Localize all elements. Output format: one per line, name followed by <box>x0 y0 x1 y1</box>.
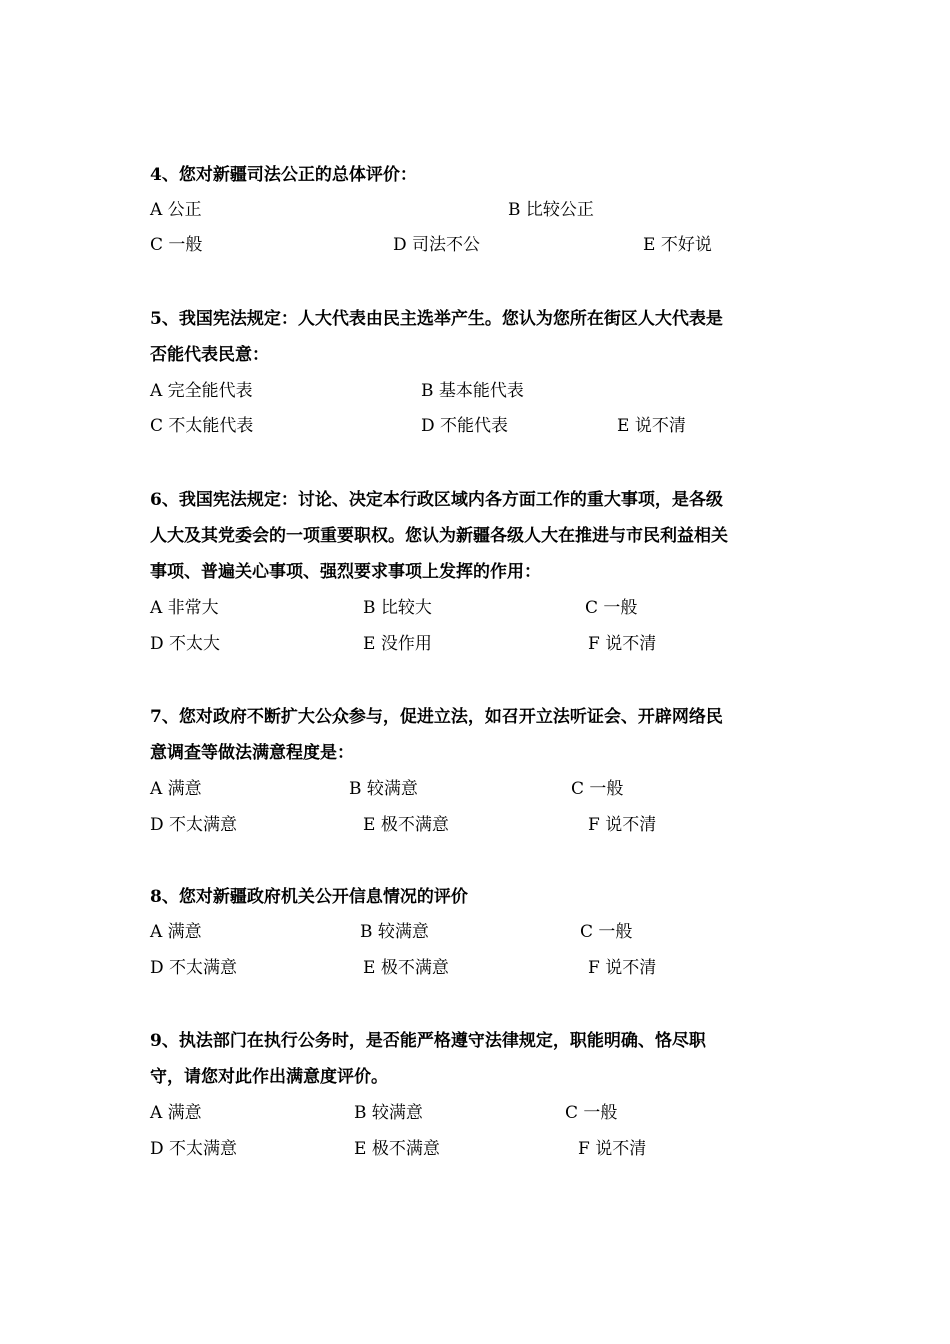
question-6-stem-line-1: 6、我国宪法规定：讨论、决定本行政区域内各方面工作的重大事项，是各级 <box>150 490 723 510</box>
question-6-option-e: E 没作用 <box>363 634 432 654</box>
question-7-option-f: F 说不清 <box>588 815 657 835</box>
question-4-option-a: A 公正 <box>150 200 202 220</box>
question-8-option-b: B 较满意 <box>360 922 429 942</box>
question-6-option-a: A 非常大 <box>150 598 219 618</box>
question-5-stem-line-1: 5、我国宪法规定：人大代表由民主选举产生。您认为您所在街区人大代表是 <box>150 309 723 329</box>
question-6-option-f: F 说不清 <box>588 634 657 654</box>
question-7-option-e: E 极不满意 <box>363 815 449 835</box>
question-5-option-c: C 不太能代表 <box>150 416 254 436</box>
question-6-stem-line-3: 事项、普遍关心事项、强烈要求事项上发挥的作用： <box>150 562 541 582</box>
question-6-option-b: B 比较大 <box>363 598 432 618</box>
question-6-stem-line-2: 人大及其党委会的一项重要职权。您认为新疆各级人大在推进与市民利益相关 <box>150 526 728 546</box>
question-8-option-d: D 不太满意 <box>150 958 238 978</box>
question-4-option-e: E 不好说 <box>643 235 712 255</box>
question-5-stem-line-2: 否能代表民意： <box>150 345 269 365</box>
question-7-option-c: C 一般 <box>571 779 624 799</box>
question-9-stem-line-1: 9、执法部门在执行公务时，是否能严格遵守法律规定，职能明确、恪尽职 <box>150 1031 706 1051</box>
question-6-option-c: C 一般 <box>585 598 638 618</box>
question-8-stem-line-1: 8、您对新疆政府机关公开信息情况的评价 <box>150 887 468 907</box>
question-8-option-e: E 极不满意 <box>363 958 449 978</box>
question-4-option-b: B 比较公正 <box>508 200 594 220</box>
question-5-option-a: A 完全能代表 <box>150 381 253 401</box>
question-7-option-d: D 不太满意 <box>150 815 238 835</box>
question-4-stem-line-1: 4、您对新疆司法公正的总体评价： <box>150 165 417 185</box>
question-9-stem-line-2: 守，请您对此作出满意度评价。 <box>150 1067 388 1087</box>
question-8-option-a: A 满意 <box>150 922 202 942</box>
question-4-option-d: D 司法不公 <box>393 235 481 255</box>
question-9-option-e: E 极不满意 <box>354 1139 440 1159</box>
question-9-option-d: D 不太满意 <box>150 1139 238 1159</box>
question-5-option-e: E 说不清 <box>617 416 686 436</box>
question-5-option-b: B 基本能代表 <box>421 381 524 401</box>
question-8-option-c: C 一般 <box>580 922 633 942</box>
question-5-option-d: D 不能代表 <box>421 416 509 436</box>
question-9-option-b: B 较满意 <box>354 1103 423 1123</box>
question-6-option-d: D 不太大 <box>150 634 221 654</box>
question-4-option-c: C 一般 <box>150 235 203 255</box>
question-9-option-f: F 说不清 <box>578 1139 647 1159</box>
question-9-option-a: A 满意 <box>150 1103 202 1123</box>
question-7-stem-line-1: 7、您对政府不断扩大公众参与，促进立法，如召开立法听证会、开辟网络民 <box>150 707 723 727</box>
question-8-option-f: F 说不清 <box>588 958 657 978</box>
question-7-option-a: A 满意 <box>150 779 202 799</box>
question-7-stem-line-2: 意调查等做法满意程度是： <box>150 743 354 763</box>
question-7-option-b: B 较满意 <box>349 779 418 799</box>
question-9-option-c: C 一般 <box>565 1103 618 1123</box>
